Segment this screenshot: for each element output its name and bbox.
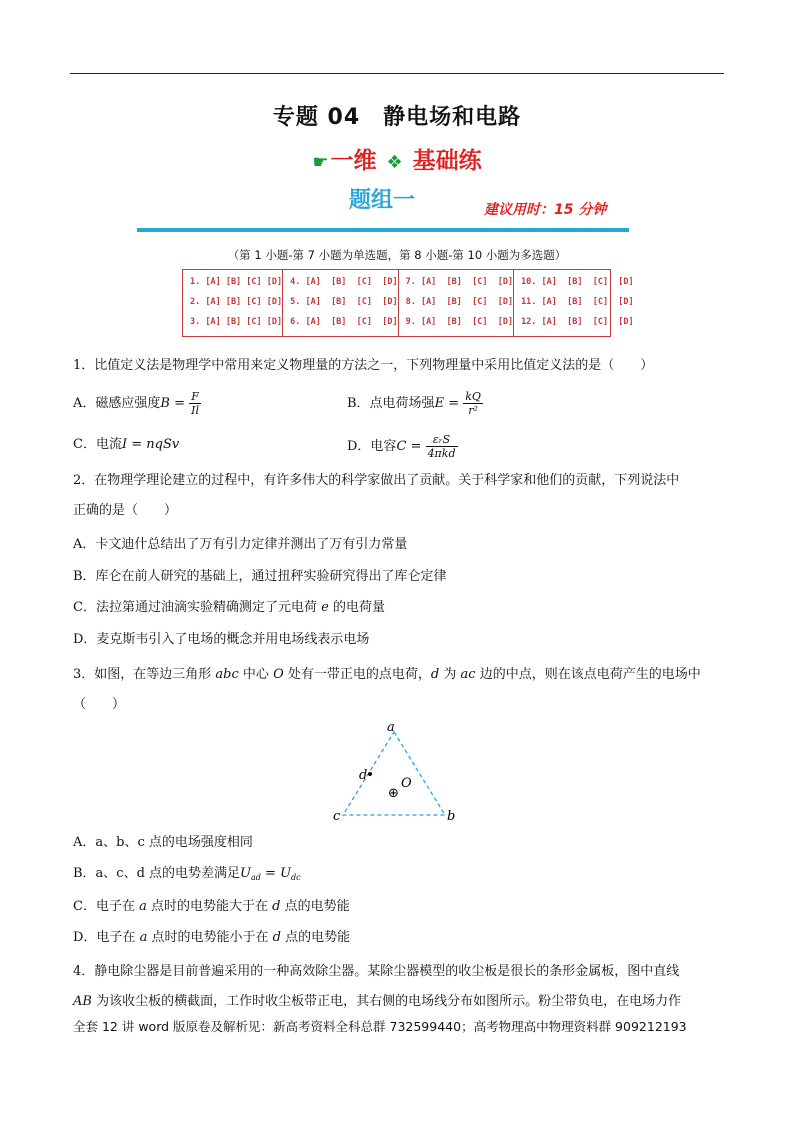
section-subtitle [0,142,794,175]
subtitle-level: 基础练 [412,148,482,174]
option-text: C．法拉第通过油滴实验精确测定了元电荷 [73,600,317,615]
formula-lhs: B [160,396,170,411]
variable: U [240,866,252,881]
question-4-stem-line1: 4．静电除尘器是目前普遍采用的一种高效除尘器。某除尘器模型的收尘板是很长的条形金属板，图中直线 [73,964,680,979]
stem-text: 边的中点，则在该点电荷产生的电场中 [479,667,701,682]
option-text: 点的电势能 [284,899,350,914]
fraction [189,390,201,417]
label-b: b [447,809,456,824]
stem-text: 中心 [242,667,269,682]
fraction-numerator: kQ [465,390,481,403]
option-label: C．电流 [73,437,122,452]
question-2-option-a[interactable]: A．卡文迪什总结出了万有引力定律并测出了万有引力常量 [73,537,408,552]
answer-row[interactable]: 12. [A] [B] [C] [D] [521,317,634,327]
option-text: 的电荷量 [332,600,385,615]
question-3-option-b[interactable] [73,864,301,888]
question-3-option-c[interactable] [73,897,350,917]
variable: d [272,930,281,945]
fraction-denominator: 4πkd [427,447,456,460]
answer-column [183,270,283,336]
question-2-stem-line1: 2．在物理学理论建立的过程中，有许多伟大的科学家做出了贡献。关于科学家和他们的贡献，下列说法中 [73,473,680,488]
subtitle-text: 一维 [330,148,377,174]
option-text: B．a、c、d 点的电势差满足 [73,866,241,881]
answer-row[interactable]: 3. [A] [B] [C] [D] [190,317,283,327]
question-2-option-c[interactable] [73,598,385,618]
suggested-time: 建议用时：15 分钟 [484,202,607,218]
question-3-option-d[interactable] [73,928,350,948]
question-2-option-d[interactable]: D．麦克斯韦引入了电场的概念并用电场线表示电场 [73,632,370,647]
question-3-triangle-figure [330,718,470,830]
question-3-stem-line2: （ ） [73,697,126,712]
subscript: ad [251,873,261,882]
footer-resource-note: 全套 12 讲 word 版原卷及解析见：新高考资料全科总群 732599440；高考物理高中物理资料群 909212193 [73,1019,687,1034]
midpoint-d-dot [368,772,372,776]
answer-row[interactable]: 9. [A] [B] [C] [D] [405,317,514,327]
variable: a [139,899,147,914]
stem-text: 3．如图，在等边三角形 [73,667,212,682]
option-text: 点时的电势能小于在 [151,930,269,945]
option-label: B．点电荷场强 [347,396,435,411]
stem-text: 为 [443,667,457,682]
label-d: d [359,768,368,783]
question-2-stem-line2: 正确的是（ ） [73,503,178,518]
fraction-numerator: F [189,390,201,404]
answer-row[interactable]: 7. [A] [B] [C] [D] [405,277,514,287]
answer-row[interactable]: 11. [A] [B] [C] [D] [521,297,634,307]
fraction-denominator: Il [191,404,199,417]
question-1-option-d[interactable]: D．电容C = $\frac{\text{εᵣS}}{\text{4πkd}}$ [347,433,456,460]
variable: abc [215,667,239,682]
stem-text: 处有一带正电的点电荷， [287,667,431,682]
variable: e [321,600,329,615]
variable: U [280,866,292,881]
question-1-stem: 1．比值定义法是物理学中常用来定义物理量的方法之一，下列物理量中采用比值定义法的是（ ） [73,358,654,373]
option-text: 点的电势能 [285,930,351,945]
answer-sheet [182,269,634,337]
top-rule [70,73,724,74]
variable: AB [73,994,92,1009]
answer-column [514,270,634,336]
question-3-option-a[interactable]: A．a、b、c 点的电场强度相同 [73,835,253,850]
page-title: 专题 04 静电场和电路 [272,105,522,130]
group-title: 题组一 [349,188,416,213]
formula-lhs: E [434,396,445,411]
answer-row[interactable]: 10. [A] [B] [C] [D] [521,277,634,287]
option-label: D．电容 [347,439,397,454]
question-2-option-b[interactable]: B．库仑在前人研究的基础上，通过扭秤实验研究得出了库仑定律 [73,569,447,584]
question-1-option-c[interactable] [73,435,179,455]
blue-divider [137,228,629,232]
answer-column [399,270,514,336]
question-type-note: （第 1 小题-第 7 小题为单选题，第 8 小题-第 10 小题为多选题） [227,248,567,262]
variable: ac [460,667,476,682]
stem-text: 为该收尘板的横截面，工作时收尘板带正电，其右侧的电场线分布如图所示。粉尘带负电，在电场力作 [96,994,682,1009]
option-text: D．电子在 [73,930,136,945]
variable: d [430,667,440,682]
answer-row[interactable]: 6. [A] [B] [C] [D] [290,317,398,327]
fraction [463,390,483,417]
answer-row[interactable]: 1. [A] [B] [C] [D] [190,277,283,287]
question-4-stem-line2 [73,992,681,1012]
answer-column [283,270,398,336]
positive-charge-icon: ⊕ [388,786,399,801]
question-1-option-b[interactable]: B．点电荷场强E = $\frac{kQ}{\text{r²}}$ [347,390,481,417]
answer-row[interactable]: 2. [A] [B] [C] [D] [190,297,283,307]
option-text: 点时的电势能大于在 [151,899,269,914]
formula: I = nqSv [121,437,180,452]
label-o: O [401,776,412,791]
variable: d [272,899,281,914]
variable: O [273,667,284,682]
label-c: c [333,809,341,824]
subscript: dc [291,873,301,882]
question-1-option-a[interactable]: A．磁感应强度B = $\frac{F}{Il}$ [73,390,199,417]
four-diamonds-icon: ❖ [386,152,403,173]
fraction [426,433,458,460]
pointing-hand-icon: ☛ [312,152,329,173]
question-3-stem-line1 [73,665,701,685]
label-a: a [387,720,395,735]
answer-row[interactable]: 4. [A] [B] [C] [D] [290,277,398,287]
option-label: A．磁感应强度 [73,396,161,411]
fraction-numerator: εᵣS [426,433,458,447]
answer-row[interactable]: 5. [A] [B] [C] [D] [290,297,398,307]
variable: a [139,930,148,945]
option-text: C．电子在 [73,899,135,914]
answer-row[interactable]: 8. [A] [B] [C] [D] [405,297,514,307]
formula-lhs: C [396,439,407,454]
equals-sign: = [260,866,281,881]
fraction-denominator: r² [468,404,478,417]
